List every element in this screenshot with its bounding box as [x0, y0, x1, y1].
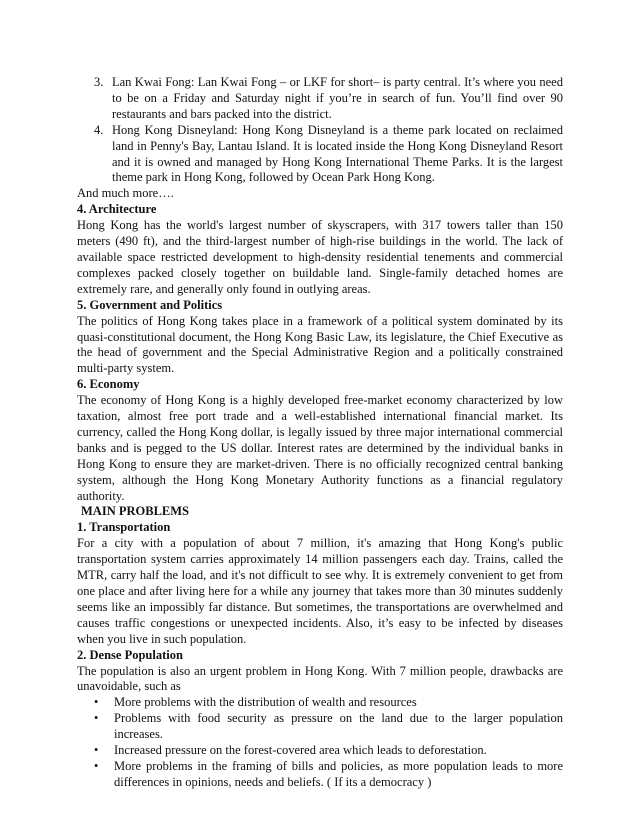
transportation-paragraph: For a city with a population of about 7 million, it's amazing that Hong Kong's public transportation system carries approximately 14 million passengers each day. Trains, called the MTR, carry half the load, and it's not difficult to see why. It is extremely convenient to get from one place and after living here for a while any journey that takes more than 30 minutes suddenly seems like an impossibly far distance. But sometimes, the transportations are overwhelmed and causes traffic congestions or unexpected incidents. Also, it’s easy to be infected by diseases when you live in such population. [77, 536, 563, 646]
population-drawbacks-list [77, 695, 563, 790]
page-content [77, 75, 563, 791]
and-more-text: And much more…. [77, 186, 174, 201]
bullet-text: More problems with the distribution of wealth and resources [114, 695, 417, 710]
bullet-text: Problems with food security as pressure on the land due to the larger population increases. [114, 711, 563, 742]
list-item-text: Lan Kwai Fong: Lan Kwai Fong – or LKF for short– is party central. It’s where you need to be on a Friday and Saturday night if you’re in search of fun. You’ll find over 90 restaurants and bars packed into the district. [112, 75, 563, 121]
government-heading: 5. Government and Politics [77, 297, 223, 312]
bullet-text: More problems in the framing of bills and policies, as more population leads to more differences in opinions, needs and beliefs. ( If its a democracy ) [114, 758, 563, 789]
list-item [77, 123, 563, 187]
list-item [77, 75, 563, 123]
economy-heading: 6. Economy [77, 377, 140, 392]
dense-population-heading: 2. Dense Population [77, 647, 183, 662]
bullet-icon: • [94, 758, 99, 773]
dense-population-paragraph: The population is also an urgent problem in Hong Kong. With 7 million people, drawbacks are unavoidable, such as [77, 663, 563, 694]
list-item-text: Hong Kong Disneyland: Hong Kong Disneyland is a theme park located on reclaimed land in Penny's Bay, Lantau Island. It is located inside the Hong Kong Disneyland Resort and it is owned and managed by Hong Kong International Theme Parks. It is the largest theme park in Hong Kong, followed by Ocean Park Hong Kong. [112, 122, 563, 185]
bullet-icon: • [94, 743, 99, 758]
list-marker: 4. [94, 122, 104, 137]
bullet-item [77, 711, 563, 743]
architecture-paragraph: Hong Kong has the world's largest number of skyscrapers, with 317 towers taller than 150 meters (490 ft), and the third-largest number of high-rise buildings in the world. The lack of available space restricted development to high-density residential tenements and commercial complexes packed closely together on buildable land. Single-family detached homes are extremely rare, and generally only found in outlying areas. [77, 218, 563, 296]
bullet-item [77, 695, 563, 711]
bullet-icon: • [94, 695, 99, 710]
bullet-item [77, 743, 563, 759]
attractions-list [77, 75, 563, 186]
government-paragraph: The politics of Hong Kong takes place in a framework of a political system dominated by its quasi-constitutional document, the Hong Kong Basic Law, its legislature, the Chief Executive as the head of government and the Special Administrative Region and a politically constrained multi-party system. [77, 313, 563, 376]
bullet-icon: • [94, 711, 99, 726]
list-marker: 3. [94, 75, 104, 89]
main-problems-heading: MAIN PROBLEMS [81, 504, 189, 519]
architecture-heading: 4. Architecture [77, 202, 157, 217]
bullet-item [77, 759, 563, 791]
bullet-text: Increased pressure on the forest-covered area which leads to deforestation. [114, 743, 487, 758]
transportation-heading: 1. Transportation [77, 520, 171, 535]
economy-paragraph: The economy of Hong Kong is a highly developed free-market economy characterized by low taxation, almost free port trade and a well-established international financial market. Its currency, called the Hong Kong dollar, is legally issued by three major international commercial banks and is pegged to the US dollar. Interest rates are determined by the individual banks in Hong Kong to ensure they are market-driven. There is no officially recognized central banking system, although the Hong Kong Monetary Authority functions as a financial regulatory authority. [77, 393, 563, 503]
